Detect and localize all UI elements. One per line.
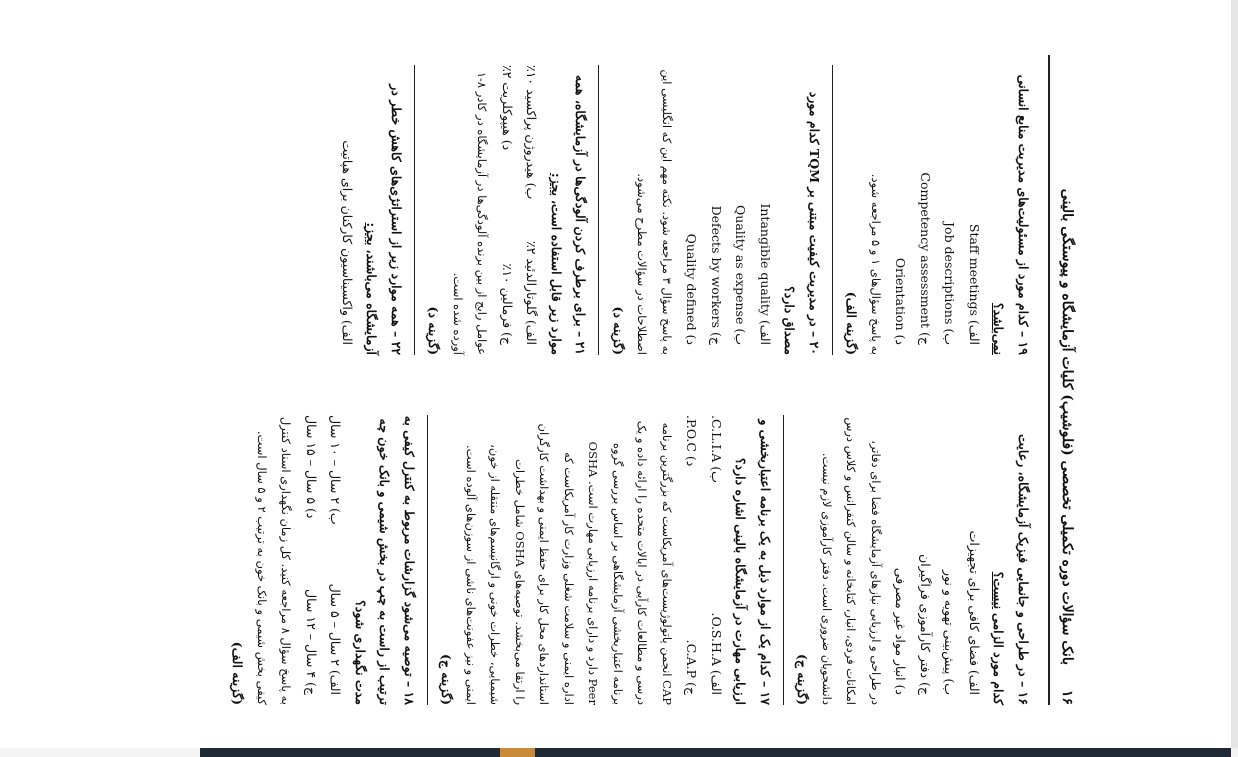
question-text: ۱۸ – توصیه می‌شود گزارشات مربوط به کنترل کیفی به ترتیب از راست به چپ در بخش شیمی و بانک خون چه مدت نگهداری شود؟ [353, 415, 417, 705]
option: الف) فضای کافی برای تجهیزات [967, 530, 982, 695]
option: الف) واکسیناسیون کارکنان برای هپاتیت [340, 140, 355, 345]
option: ب) Job descriptions [942, 222, 958, 345]
answer: (گزینه ج) [795, 653, 811, 705]
option: ب) ۲ سال – ۱۰ سال [328, 415, 344, 525]
question-22 [335, 65, 409, 355]
question-21 [421, 65, 593, 355]
question-20 [606, 65, 827, 355]
option: د) ۵ سال – ۱۵ سال [304, 415, 319, 519]
question-17 [434, 415, 777, 705]
taskbar-segment[interactable] [350, 748, 390, 757]
option-row [299, 415, 324, 705]
option: الف) O.S.H.A. [709, 612, 724, 695]
taskbar [0, 748, 1238, 757]
left-column [335, 65, 1036, 355]
question-text: ۱۶ – در طراحی و جانمایی فیزیک آزمایشگاه، رعایت کدام مورد الزامی [991, 434, 1031, 705]
option-row [495, 65, 520, 355]
taskbar-segment[interactable] [390, 748, 500, 757]
scrollbar[interactable] [1231, 0, 1238, 757]
option: ج) Competency assessment [918, 172, 933, 345]
question-text: ۲۲ – همه موارد زیر از استراتژی‌های کاهش خطر در آزمایشگاه می‌باشند، [364, 84, 404, 355]
question-text: ۲۱ – برای برطرف کردن آلودگی‌ها در آزمایشگاه، همه موارد زیر قابل استفاده است، [549, 74, 589, 355]
explanation: CAP انجمن پاتولوژیست‌های آمریکاست که بزرگترین برنامه درسی و مطالعات کارآیی در ایالات متحده را ارائه داده و یک برنامه اعتباربخشی آزمایشگاهی بر اساس بررسی گروه Peer دارد و دارای برنامه ارزیابی مهارت است. OSHA اداره ایمنی و سلامت شغلی وزارت کار آمریکاست که استانداردهای محل کار برای حفظ ایمنی و بهداشت کارگران را ارتقا می‌بخشد. توصیه‌های OSHA شامل خطرات شیمیایی، خطرات خونی و ارگانیسم‌های منتقله از خون، ایمنی و نیز عفونت‌های ناشی از سوزن‌های آلوده است. [464, 420, 674, 705]
explanation: به پاسخ سؤال ۳ مراجعه شود. نکته مهم این که انگلیسی این اصطلاحات در سؤالات مطرح می‌شود. [635, 69, 674, 355]
answer: (گزینه د) [611, 306, 626, 355]
question-text: ۱۷ – کدام یک از موارد ذیل به یک برنامه اعتباربخشی و ارزیابی مهارت در آزمایشگاه بالینی اشاره دارد؟ [733, 419, 773, 705]
option: د) Quality defined [684, 233, 700, 345]
option: ب) پیش‌بینی تهویه و نور [942, 569, 958, 695]
option: ج) دفتر کارآموزی فراگیران [918, 554, 933, 695]
explanation: به پاسخ سؤال ۸ مراجعه کنید. کل زمان نگهداری اسناد کنترل کیفی بخش شیمی و بانک خون به ترتیب ۲ و ۵ سال است. [255, 416, 294, 705]
page-header [1053, 55, 1075, 705]
option: د) انبار مواد غیر مصرفی [893, 567, 909, 695]
divider [783, 415, 784, 705]
option-row [323, 415, 348, 705]
option-row [704, 415, 729, 705]
question-text: ۱۹ – کدام مورد از مسئولیت‌های مدیریت منابع انسانی [1016, 74, 1031, 355]
question-emphasis: نیست؟ [991, 571, 1007, 610]
question-emphasis: بجز: [549, 172, 564, 197]
option: د) Orientation [893, 257, 909, 345]
option-row [519, 65, 544, 355]
option: الف) Intangible quality [758, 203, 773, 345]
divider [599, 65, 600, 355]
page-title: بانک سؤالات دوره تکمیلی تخصصی (فلوشیپ) کلیات آزمایشگاه و پیوستگی بالینی [1059, 188, 1075, 665]
answer: (گزینه الف) [230, 641, 246, 705]
taskbar-accent-tab[interactable] [500, 748, 535, 757]
answer: (گزینه الف) [844, 291, 860, 355]
divider [427, 415, 428, 705]
option: ج) C.A.P. [684, 639, 700, 695]
page-number: ۱۶ [1059, 689, 1075, 705]
header-rule [1048, 55, 1050, 705]
option: الف) گلوتارالدئید ۲٪ [524, 240, 540, 345]
explanation: به پاسخ سؤال‌های ۱ و ۵ مراجعه شود. [869, 173, 883, 355]
taskbar-segment[interactable] [200, 748, 350, 757]
divider [832, 65, 833, 355]
answer: (گزینه د) [426, 306, 442, 355]
option: ب) C.L.I.A. [709, 415, 724, 483]
rotated-page [175, 55, 1075, 705]
option: د) P.O.C. [684, 415, 700, 467]
option: ج) Defects by workers [709, 205, 724, 345]
question-emphasis: بجز: [364, 222, 380, 246]
option: الف) Staff meetings [967, 223, 982, 345]
option: ب) هیدروژن پراکسید ۱۰٪ [524, 65, 540, 200]
option: ب) Quality as expense [733, 205, 749, 345]
question-18 [225, 415, 421, 705]
option: ج) فرمالین ۱۰٪ [500, 263, 515, 345]
taskbar-segment[interactable] [535, 748, 1231, 757]
option: الف) ۲ سال – ۵ سال [328, 583, 344, 695]
option: ج) ۴ سال – ۱۲ سال [304, 589, 319, 695]
question-emphasis: نمی‌باشد؟ [991, 302, 1007, 355]
option: د) هیپوکلریت ۲٪ [500, 65, 515, 151]
answer: (گزینه ج) [439, 653, 455, 705]
question-text: ۲۰ – در مدیریت کیفیت مبتنی بر TQM کدام مورد مصداق دارد؟ [782, 91, 822, 355]
right-column [225, 415, 1035, 705]
option-row [679, 415, 704, 705]
divider [414, 65, 415, 355]
explanation: در طراحی و ارزیابی نیازهای آزمایشگاه فضا برای دفاتر، امکانات فردی، انبار، کتابخانه و سالن کنفرانس و کلاس درس دانشجویان ضروری است. دفتر کارآموزی لازم نیست. [820, 417, 883, 705]
question-16 [790, 415, 1035, 705]
question-19 [839, 65, 1035, 355]
explanation: عوامل رایج از بین برنده آلودگی‌ها در آزمایشگاه در کادر ۸-۱ آورده شده است. [451, 71, 490, 355]
